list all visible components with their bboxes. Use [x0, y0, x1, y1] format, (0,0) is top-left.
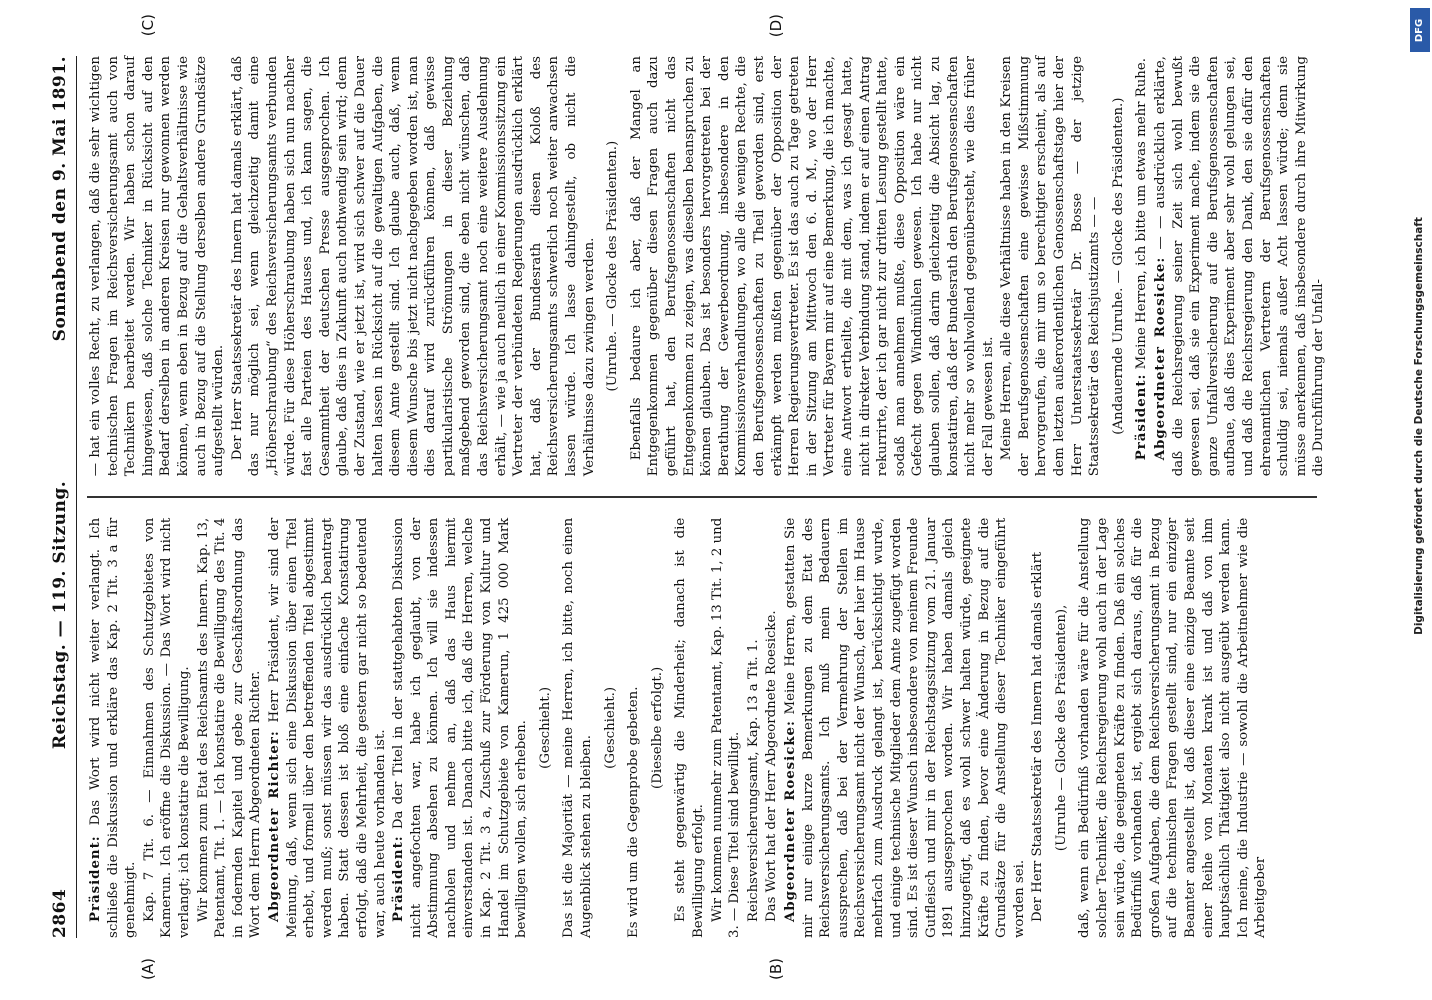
paragraph-text: Das Wort hat der Herr Abgeordnete Roesicke.: [764, 610, 780, 922]
paragraph: [141, 518, 194, 938]
stage-direction: (Geschieht.): [537, 686, 553, 769]
paragraph-text: — — ausdrücklich erklärte, daß die Reichsregierung seiner Zeit sich wohl bewußt gewesen sei, daß sie ein Experiment mache, indem sie die ganze Unfallversicherung auf die Berufsgenossenschaften aufbaue, daß dies Experiment aber sehr wohl gelungen sei, und daß die Reichsregierung den Dank, den sie dafür den ehrenamtlichen Vertretern der Berufsgenossenschaften schuldig sei, niemals außer Acht lassen würde; denn sie müsse anerkennen, daß insbesondere durch ihre Mitwirkung die Durchführung der Unfall-: [1153, 56, 1327, 477]
paragraph: [195, 518, 265, 938]
speaker-name: Präsident:: [1134, 373, 1150, 461]
stage-direction: (Unruhe. — Glocke des Präsidenten.): [605, 140, 621, 392]
stage-direction: (Andauernde Unruhe. — Glocke des Präsidenten.): [1110, 97, 1126, 435]
margin-mark-c: (C): [139, 14, 157, 37]
paragraph: — hat ein volles Recht, zu verlangen, daß die sehr wichtigen technischen Fragen im Reichsversicherungsamt auch von Technikern bearbeitet werden. Wir haben schon darauf hingewiesen, daß solche Techniker in Rücksicht auf den Bedarf derselben in anderen Kreisen nur gewonnen werden können, wenn eben in Bezug auf die Gehaltsverhältnisse wie auch in Bezug auf die Stellung derselben andere Grundsätze aufgestellt würden.: [88, 56, 227, 477]
digitization-credit-text: Digitalisierung gefördert durch die Deutsche Forschungsgemeinschaft: [1413, 217, 1425, 635]
paragraph-text: Kap. 7 Tit. 6. — Einnahmen des Schutzgebietes von Kamerun. Ich eröffne die Diskussion. — Das Wort wird nicht verlangt; ich konstatire die Bewilligung.: [141, 517, 192, 938]
paragraph-text: Meine Herren, ich bitte um etwas mehr Ruhe.: [1134, 58, 1150, 370]
paragraph: [998, 56, 1104, 476]
stage-direction: (Unruhe — Glocke des Präsidenten),: [1053, 604, 1069, 852]
paragraph-text: Das Wort wird nicht weiter verlangt. Ich schließe die Diskussion und erkläre das Kap. 2 Tit. 3 a für genehmigt.: [88, 517, 139, 938]
dfg-logo: DFG: [1410, 8, 1430, 52]
paragraph-text: Es steht gegenwärtig die Minderheit; danach ist die Bewilligung erfolgt.: [673, 517, 706, 938]
right-column: [87, 56, 1327, 477]
paragraph-text: Herr Präsident, wir sind der Meinung, daß, wenn sich eine Diskussion über einen Titel erhebt, und formell über den betreffenden Titel abgestimmt werden muß; sonst müssen wir das ausdrücklich beantragt haben. Statt dessen ist bloß eine einfache Konstatirung erfolgt, daß die Mehrheit, die gestern gar nicht so bedeutend war, auch heute vorhanden ist.: [266, 517, 388, 938]
speech-paragraph: [87, 518, 140, 938]
paragraph: [672, 518, 707, 938]
paragraph: [628, 56, 997, 476]
text-columns: [87, 14, 1327, 980]
speaker-name: Präsident:: [88, 835, 103, 922]
page-number: 2864: [50, 888, 70, 938]
paragraph: daß, wenn ein Bedürfniß vorhanden wäre für die Anstellung solcher Techniker, die Reichsregierung wohl auch in der Lage sein würde, die geeigneten Kräfte zu finden. Daß ein solches Bedürfniß vorhanden ist, ergiebt sich daraus, daß für die großen Aufgaben, die dem Reichsversicherungsamt in Bezug auf die technischen Fragen gestellt sind, nur ein einziger Beamter angestellt ist, daß dieser eine einzige Beamte seit einer Reihe von Monaten krank ist und daß von ihm hauptsächlich Thätigkeit also nicht ausgeübt werden kann. Ich meine, die Industrie — sowohl die Arbeitnehmer wie die Arbeitgeber: [1077, 517, 1269, 938]
paragraph-text: Meine Herren, alle diese Verhältnisse haben in den Kreisen der Berufsgenossenschaften eine gewisse Mißstimmung hervorgerufen, die mir um so berechtigter erscheint, als auf dem letzten außerordentlichen Genossenschaftstage hier der Herr Unterstaatssekretär Dr. Bosse — der jetzige Staatssekretär des Reichsjustizamts — —: [999, 56, 1103, 477]
paragraph: [745, 518, 763, 938]
paragraph-text: Der Herr Staatssekretär des Innern hat damals erklärt: [1030, 551, 1046, 922]
speaker-name: Präsident:: [391, 835, 407, 922]
paragraph: [709, 518, 744, 938]
margin-mark-b: (B): [767, 958, 785, 980]
speech-paragraph: [1152, 56, 1328, 476]
stage-direction: (Geschieht.): [602, 686, 618, 769]
paragraph-text: Wir kommen nunmehr zum Patentamt, Kap. 13 Tit. 1, 2 und 3. — Diese Titel sind bewilligt.: [709, 517, 743, 938]
paragraph: Das ist die Majorität — meine Herren, ich bitte, noch einen Augenblick stehen zu bleiben.: [561, 517, 595, 938]
paragraph: Es wird um die Gegenprobe gebeten.: [626, 686, 642, 938]
session-date: Sonnabend den 9. Mai 1891.: [50, 56, 70, 342]
paragraph: [1029, 518, 1047, 938]
margin-mark-d: (D): [767, 14, 785, 38]
speech-paragraph: [266, 518, 389, 938]
paragraph-text: Der Herr Staatssekretär des Innern hat damals erklärt, daß das nur möglich sei, wenn gleichzeitig damit eine „Höherschraubung“ des Reichsversicherungsamts verbunden würde. Für diese Höherschraubung haben sich nun nachher fast alle Parteien des Hauses und, ich kann sagen, die Gesammtheit der deutschen Presse ausgesprochen. Ich glaube, daß dies in Zukunft auch nothwendig sein wird; denn der Zustand, wie er jetzt ist, wird sich schwer auf die Dauer halten lassen in Rücksicht auf die gewaltigen Aufgaben, die diesem Amte gestellt sind. Ich glaube auch, daß, wenn diesem Wunsche bis jetzt nicht nachgegeben worden ist, man dies darauf wird zurückführen können, daß gewisse partikularistische Strömungen in dieser Beziehung maßgebend geworden sind, die eben nicht wünschen, daß das Reichsversicherungsamt noch eine weitere Ausdehnung erhält, — wie ja auch neulich in einer Kommissionssitzung ein Vertreter der verbündeten Regierungen ausdrücklich erklärt hat, daß der Bundesrath diesen Koloß des Reichsversicherungsamts schwerlich noch weiter anwachsen lassen würde. Ich lasse dahingestellt, ob nicht die Verhältnisse dazu zwingen werden.: [229, 56, 597, 477]
paragraph-text: Reichsversicherungsamt, Kap. 13 a Tit. 1.: [745, 639, 761, 922]
paragraph-text: Meine Herren, gestatten Sie mir nur einige kurze Bemerkungen zu dem Etat des Reichsversicherungsamts. Ich muß mein Bedauern aussprechen, daß bei der Vermehrung der Stellen im Reichsversicherungsamt nicht der Wunsch, der hier im Hause mehrfach zum Ausdruck gelangt ist, berücksichtigt wurde, und einige technische Mitglieder dem Amte zugefügt worden sind. Es ist dieser Wunsch insbesondere von meinem Freunde Gutfleisch und mir in der Reichstagssitzung vom 21. Januar 1891 ausgesprochen worden. Wir haben damals gleich hinzugefügt, daß es wohl schwer halten würde, geeignete Kräfte zu finden, bevor eine Änderung in Bezug auf die Grundsätze für die Anstellung dieser Techniker eingeführt worden sei.: [782, 517, 1027, 938]
running-head: [50, 56, 77, 938]
column-divider: [87, 496, 1317, 498]
speaker-name: Abgeordneter Roesicke:: [1153, 256, 1169, 461]
stage-direction: (Dieselbe erfolgt.): [649, 666, 665, 789]
speech-paragraph: [782, 518, 1028, 938]
paragraph: [229, 56, 598, 476]
speech-paragraph: [1133, 56, 1151, 476]
paragraph-text: Ebenfalls bedaure ich aber, daß der Mangel an Entgegenkommen gegenüber diesen Fragen auch dazu geführt hat, den Berufsgenossenschaften nicht das Entgegenkommen zu zeigen, was dieselben beanspruchen zu können glauben. Das ist besonders hervorgetreten bei der Berathung der Gewerbeordnung, insbesondere in den Kommissionsverhandlungen, wo alle die wenigen Rechte, die den Berufsgenossenschaften zu Theil geworden sind, erst erkämpft werden mußten gegenüber der Opposition der Herren Regierungsvertreter. Es ist das auch zu Tage getreten in der Sitzung am Mittwoch den 6. d. M., wo der Herr Vertreter für Bayern mir auf eine Bemerkung, die ich machte, eine Antwort ertheilte, die mit dem, was ich gesagt hatte, nicht in direkter Verbindung stand, indem er auf einen Antrag rekurrirte, der ich gar nicht zur dritten Lesung gestellt hatte, sodaß man annehmen mußte, diese Opposition wäre ein Gefecht gegen Windmühlen gewesen. Ich habe nur nicht glauben sollen, daß darin gleichzeitig die Absicht lag, zu konstatiren, daß der Bundesrath den Berufsgenossenschaften nicht mehr so wohlwollend gegenübersteht, wie dies früher der Fall gewesen ist.: [628, 56, 996, 477]
paragraph-text: Wir kommen zum Etat des Reichsamts des Innern. Kap. 13, Patentamt, Tit. 1. — Ich konstatire die Bewilligung des Tit. 4 in fodernden Kapitel und gebe zur Geschäftsordnung das Wort dem Herrn Abgeordneten Richter.: [195, 517, 264, 938]
paragraph-text: Da der Titel in der stattgehabten Diskussion nicht angefochten war, habe ich geglaubt, von der Abstimmung absehen zu können. Ich will sie indessen nachholen und nehme an, daß das Haus hiermit einverstanden ist. Danach bitte ich, daß die Herren, welche in Kap. 2 Tit. 3 a, Zuschuß zur Förderung von Kultur und Handel im Schutzgebiete von Kamerun, 1 425 000 Mark bewilligen wollen, sich erheben.: [391, 517, 530, 938]
margin-mark-a: (A): [139, 958, 157, 980]
speaker-name: Abgeordneter Richter:: [266, 730, 282, 922]
paragraph: [763, 518, 781, 938]
session-title: Reichstag. — 119. Sitzung.: [50, 480, 70, 750]
speaker-name: Abgeordneter Roesicke:: [782, 720, 798, 922]
left-column: [87, 518, 1317, 938]
speech-paragraph: [390, 518, 531, 938]
